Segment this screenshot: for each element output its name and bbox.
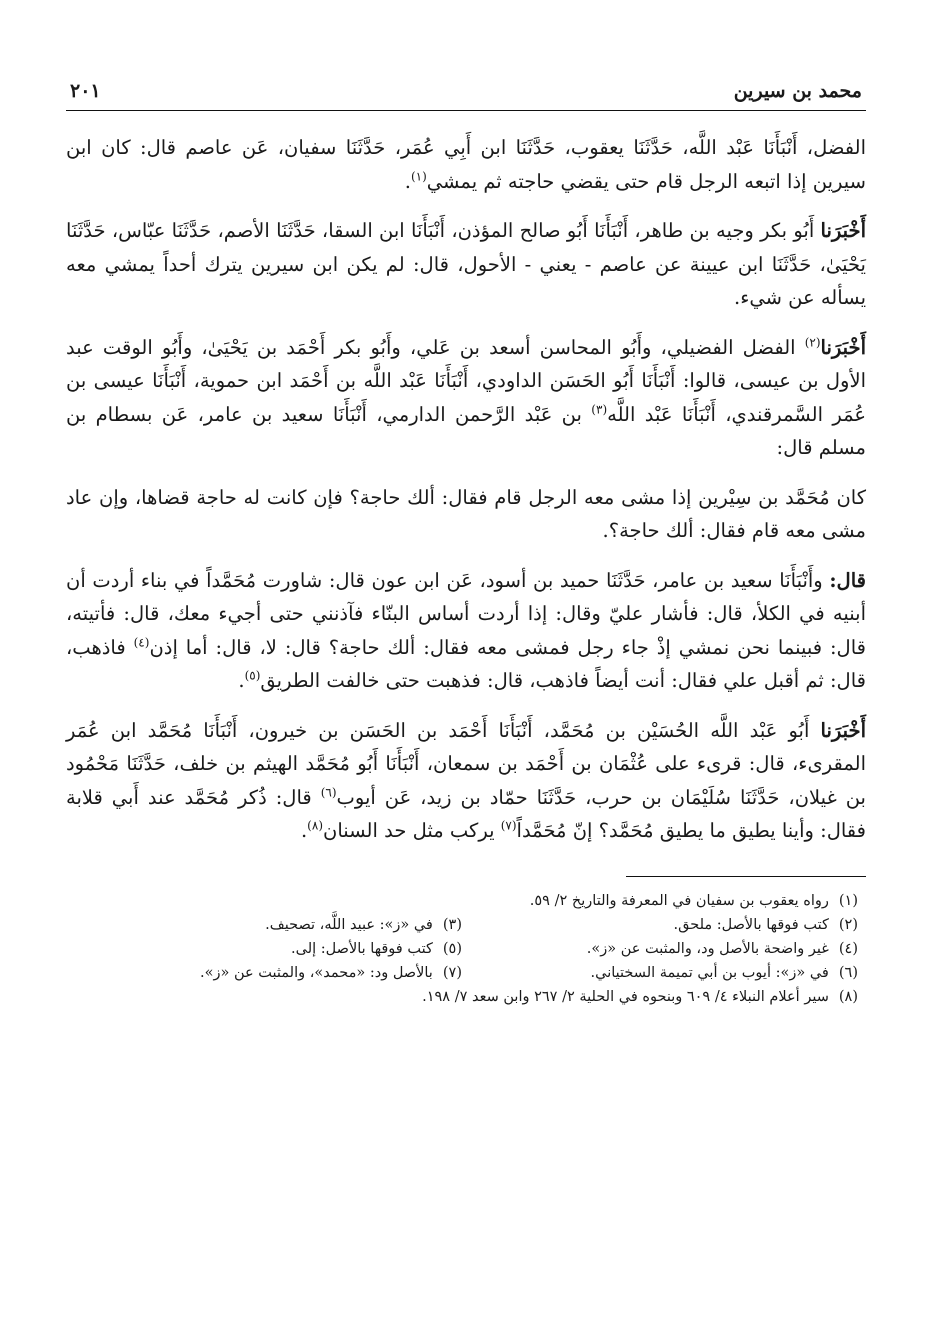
footnote-number: (٣) [442, 916, 462, 933]
text-run: فاذهب، قال: ثم أقبل علي فقال: أنت أيضاً فاذهب، قال: فذهبت حتى خالفت الطريق [66, 635, 866, 692]
footnote-ref: (٥) [244, 668, 261, 683]
footnote-4 [462, 937, 858, 961]
text-run: الفضل الفضيلي، وأَبُو المحاسن أسعد بن عَلي، وأَبُو بكر أَحْمَد بن يَحْيَىٰ، وأَبُو الوقت عبد الأول بن عيسى، قالوا: أَنْبَأَنَا أَبُو الحَسَن الداودي، أَنْبَأَنَا عَبْد اللَّه بن أَحْمَد ابن حموية، أَنْبَأَنَا عيسى بن عُمَر السَّمرقندي، أَنْبَأَنَا عَبْد اللَّه [66, 335, 866, 426]
footnote-row [66, 889, 858, 913]
footnote-ref: (٤) [133, 635, 150, 649]
footnote-ref: (٣) [591, 402, 608, 416]
main-text [66, 131, 866, 848]
narration-keyword: أَخْبَرَنا [820, 335, 866, 359]
paragraph [66, 714, 866, 848]
footnote-number: (١) [838, 892, 858, 909]
footnote-7 [66, 961, 462, 985]
footnote-number: (٢) [838, 916, 858, 933]
footnote-number: (٧) [442, 964, 462, 981]
footnote-5 [66, 937, 462, 961]
text-run: وأَنْبَأَنَا سعيد بن عامر، حَدَّثَنَا حميد بن أسود، عَن ابن عون قال: شاورت مُحَمَّداً في بناء أردت أن أبنيه في الكلأ، قال: فأشار عليّ وقال: إذا أردت أساس البنّاء فآذنني حتى أجيء معك، قال: فأتيته، قال: فبينما نحن نمشي إذْ جاء رجل فمشى معه فقال: ألك حاجة؟ قال: لا، قال: أما إذن [66, 568, 866, 659]
paragraph [66, 331, 866, 465]
text-run: قال: ذُكر مُحَمَّد عند أَبي قلابة فقال: وأينا يطيق ما يطيق مُحَمَّد؟ إنّ مُحَمَّداً [66, 785, 866, 842]
running-head [66, 78, 866, 110]
footnote-8 [422, 985, 858, 1009]
footnote-row [66, 937, 858, 961]
header-rule [66, 110, 866, 111]
paragraph [66, 481, 866, 548]
footnote-row [66, 985, 858, 1009]
footnote-text: سير أعلام النبلاء ٤/ ٦٠٩ وبنحوه في الحلية ٢/ ٢٦٧ وابن سعد ٧/ ١٩٨. [422, 988, 829, 1005]
paragraph [66, 131, 866, 198]
book-page [66, 78, 866, 1009]
text-run: . [300, 819, 308, 842]
footnote-number: (٨) [838, 988, 858, 1005]
footnote-2 [462, 913, 858, 937]
narration-keyword: أَخْبَرَنا [820, 718, 866, 742]
footnote-row [66, 961, 858, 985]
footnote-rule [626, 876, 866, 877]
footnote-ref: (١) [410, 169, 427, 183]
page-number: ٢٠١ [70, 80, 101, 102]
paragraph [66, 564, 866, 698]
footnote-text: كتب فوقها بالأصل: إلى. [291, 940, 433, 957]
footnote-text: كتب فوقها بالأصل: ملحق. [673, 916, 829, 933]
footnotes [66, 889, 866, 1009]
footnote-6 [462, 961, 858, 985]
text-run: الفضل، أَنْبَأَنَا عَبْد اللَّه، حَدَّثَنَا يعقوب، حَدَّثَنَا ابن أَبِي عُمَر، حَدَّثَنَا سفيان، عَن عاصم قال: كان ابن سيرين إذا اتبعه الرجل قام حتى يقضي حاجته ثم يمشي [66, 136, 866, 193]
footnote-number: (٥) [442, 940, 462, 957]
footnote-text: غير واضحة بالأصل ود، والمثبت عن «ز». [586, 940, 829, 957]
footnote-text: رواه يعقوب بن سفيان في المعرفة والتاريخ ٢/ ٥٩. [529, 892, 829, 909]
text-run: بن عَبْد الرَّحمن الدارمي، أَنْبَأَنَا سعيد بن عامر، عَن بسطام بن مسلم قال: [66, 402, 866, 459]
chapter-title: محمد بن سيرين [733, 80, 862, 102]
footnote-text: بالأصل ود: «محمد»، والمثبت عن «ز». [200, 964, 433, 981]
text-run: يركب مثل حد السنان [323, 819, 501, 842]
footnote-3 [66, 913, 462, 937]
footnote-row [66, 913, 858, 937]
narration-keyword: قال: [829, 568, 866, 592]
footnote-ref: (٧) [500, 818, 517, 833]
text-run: أَبُو عَبْد اللَّه الحُسَيْن بن مُحَمَّد، أَنْبَأَنَا أَحْمَد بن الحَسَن بن خيرون، أَنْبَأَنَا مُحَمَّد ابن عُمَر المقرىء، قال: قرىء على عُثْمَان بن أَحْمَد بن سمعان، أَنْبَأَنَا أَبُو مُحَمَّد الهيثم بن خلف، حَدَّثَنَا مَحْمُود بن غيلان، حَدَّثَنَا سُلَيْمَان بن حرب، حَدَّثَنَا حمّاد بن زيد، عَن أيوب [66, 718, 866, 809]
footnote-ref: (٦) [320, 785, 337, 799]
footnote-number: (٦) [838, 964, 858, 981]
narration-keyword: أَخْبَرَنا [820, 219, 866, 242]
text-run: . [238, 669, 245, 692]
text-run: أَبُو بكر وجيه بن طاهر، أَنْبَأَنَا أَبُو صالح المؤذن، أَنْبَأَنَا ابن السقا، حَدَّثَنَا الأصم، حَدَّثَنَا عبّاس، حَدَّثَنَا يَحْيَىٰ، حَدَّثَنَا ابن عيينة عن عاصم - يعني - الأحول، قال: لم يكن ابن سيرين يترك أحداً يمشي معه يسأله عن شيء. [66, 219, 866, 309]
text-run: كان مُحَمَّد بن سِيْرين إذا مشى معه الرجل قام فقال: ألك حاجة؟ فإن كانت له حاجة قضاها، وإن عاد مشى معه قام فقال: ألك حاجة؟. [66, 485, 866, 542]
paragraph [66, 214, 866, 315]
footnote-ref: (٨) [307, 818, 323, 833]
text-run: . [404, 169, 411, 193]
footnote-ref: (٢) [804, 335, 821, 349]
footnote-text: في «ز»: عبيد اللَّه، تصحيف. [265, 916, 433, 933]
footnote-number: (٤) [838, 940, 858, 957]
footnote-1 [530, 889, 858, 913]
footnote-text: في «ز»: أيوب بن أبي تميمة السختياني. [590, 964, 829, 981]
